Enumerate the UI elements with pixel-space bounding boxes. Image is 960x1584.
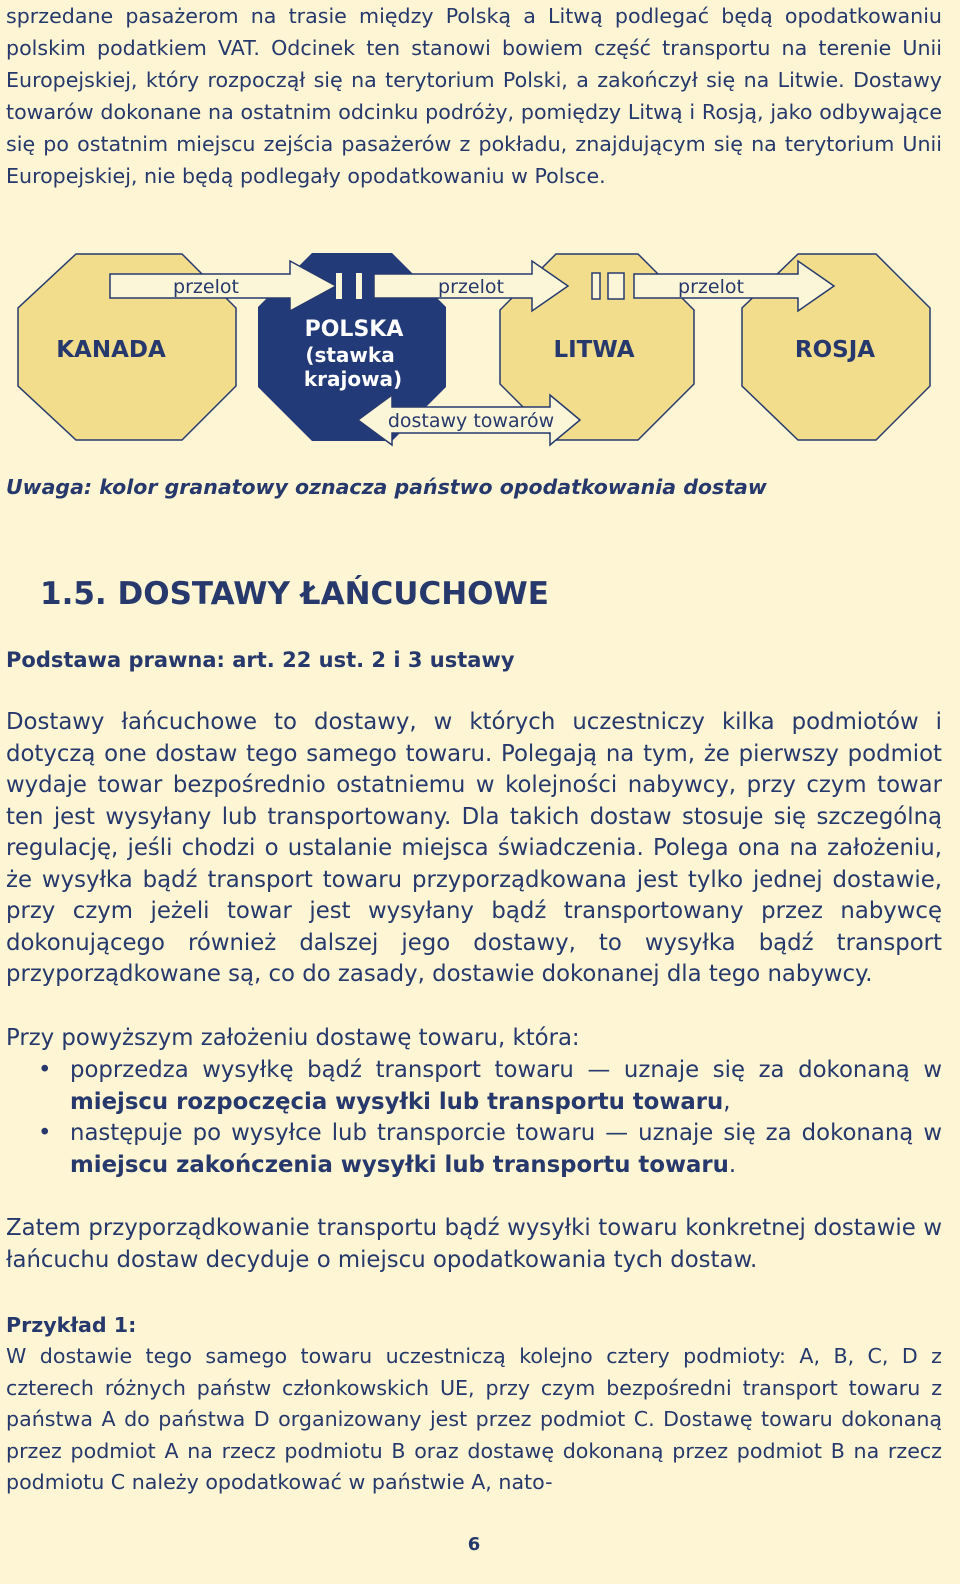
bullet-text: następuje po wysyłce lub transporcie towaru — uznaje się za dokonaną w — [70, 1120, 942, 1146]
bullet-bold: miejscu zakończenia wysyłki lub transportu towaru — [70, 1151, 729, 1178]
polska-rate-label-2: krajowa) — [303, 367, 403, 391]
vat-flight-diagram — [0, 250, 960, 450]
section-number: 1.5. — [40, 576, 107, 612]
legal-basis: Podstawa prawna: art. 22 ust. 2 i 3 ustawy — [6, 648, 515, 672]
bullet-bold: miejscu rozpoczęcia wysyłki lub transportu towaru — [70, 1088, 724, 1115]
polska-rate-label-1: (stawka — [305, 343, 395, 367]
conditions-list — [6, 1055, 942, 1181]
main-paragraph: Dostawy łańcuchowe to dostawy, w których uczestniczy kilka podmiotów i dotyczą one dostaw tego samego towaru. Polegają na tym, że pierwszy podmiot wydaje towar bezpośrednio ostatniemu w kolejności nabywcy, przy czym towar ten jest wysyłany lub transportowany. Dla takich dostaw stosuje się szczególną regulację, jeśli chodzi o ustalanie miejsca świadczenia. Polega ona na założeniu, że wysyłka bądź transport towaru przyporządkowana jest tylko jednej dostawie, przy czym jeżeli towar jest wysyłany bądź transportowany przez nabywcę dokonującego również dalszej jego dostawy, to wysyłka bądź transport przyporządkowane są, co do zasady, dostawie dokonanej dla tego nabywcy. — [6, 709, 942, 987]
section-title: DOSTAWY ŁAŃCUCHOWE — [117, 576, 549, 612]
border-box-1 — [592, 273, 600, 299]
bullet-marker: • — [38, 1120, 52, 1146]
flight-label-3: przelot — [678, 276, 744, 298]
example-text: W dostawie tego samego towaru uczestniczą kolejno cztery podmioty: A, B, C, D z czterech różnych państw członkowskich UE, przy czym bezpośredni transport towaru z państwa A do państwa D organizowany jest przez podmiot C. Dostawę towaru dokonaną przez podmiot A na rzecz podmiotu B oraz dostawę dokonaną przez podmiot B na rzecz podmiotu C należy opodatkować w państwie A, nato- — [6, 1344, 942, 1494]
list-intro: Przy powyższym założeniu dostawę towaru, która: — [6, 1025, 580, 1051]
rosja-label: ROSJA — [794, 337, 876, 363]
bullet-marker: • — [38, 1057, 52, 1083]
polska-label: POLSKA — [304, 317, 404, 342]
list-item — [6, 1118, 942, 1181]
border-bar-2 — [356, 273, 362, 299]
border-bar-1 — [336, 273, 342, 299]
deliveries-label: dostawy towarów — [387, 410, 555, 432]
page-number: 6 — [467, 1534, 481, 1555]
border-box-2 — [608, 273, 624, 299]
bullet-text: poprzedza wysyłkę bądź transport towaru — uznaje się za dokonaną w — [70, 1057, 942, 1083]
list-item — [6, 1055, 942, 1118]
diagram-note: Uwaga: kolor granatowy oznacza państwo opodatkowania dostaw — [6, 475, 767, 499]
section-heading — [40, 576, 549, 612]
bullet-tail: . — [728, 1151, 737, 1178]
conclusion-paragraph: Zatem przyporządkowanie transportu bądź wysyłki towaru konkretnej dostawie w łańcuchu dostaw decyduje o miejscu opodatkowania tych dostaw. — [6, 1215, 942, 1273]
example-label: Przykład 1: — [6, 1313, 137, 1337]
flight-label-1: przelot — [173, 276, 239, 298]
intro-paragraph: sprzedane pasażerom na trasie między Polską a Litwą podlegać będą opodatkowaniu polskim podatkiem VAT. Odcinek ten stanowi bowiem część transportu na terenie Unii Europejskiej, który rozpoczął się na terytorium Polski, a zakończył się na Litwie. Dostawy towarów dokonane na ostatnim odcinku podróży, pomiędzy Litwą i Rosją, jako odbywające się po ostatnim miejscu zejścia pasażerów z pokładu, znajdującym się na terytorium Unii Europejskiej, nie będą podlegały opodatkowaniu w Polsce. — [6, 4, 942, 188]
flight-label-2: przelot — [438, 276, 504, 298]
kanada-label: KANADA — [56, 337, 166, 363]
bullet-tail: , — [723, 1088, 731, 1115]
litwa-label: LITWA — [553, 337, 635, 363]
